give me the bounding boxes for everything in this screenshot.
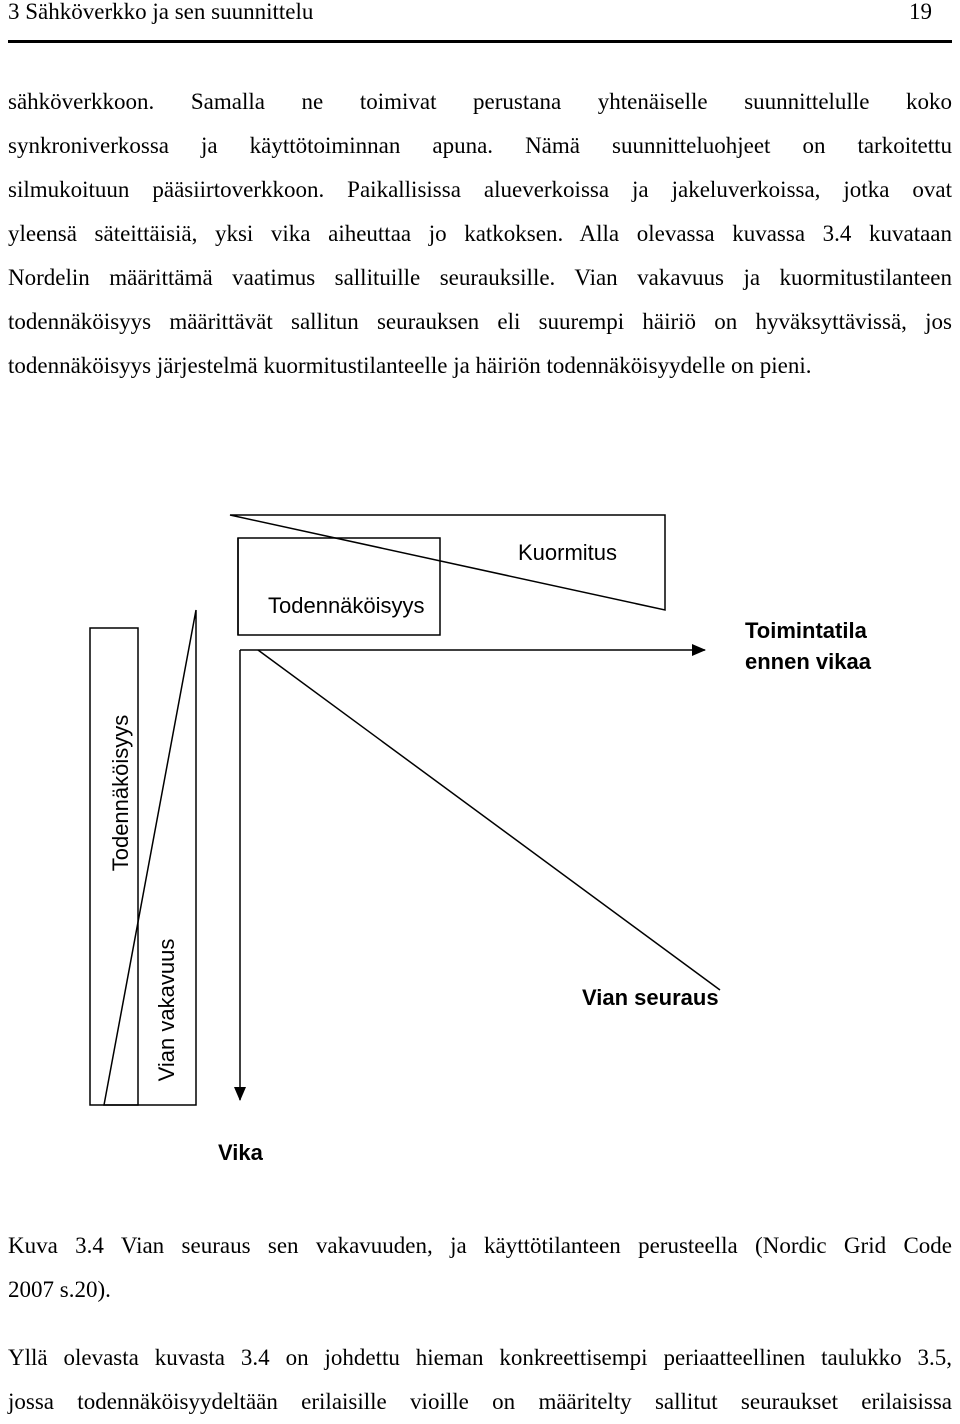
page-number: 19 (909, 0, 932, 24)
label-ennen-vikaa: ennen vikaa (745, 649, 871, 674)
body-paragraph-2 (8, 1336, 952, 1424)
label-todennakoisyys-top: Todennäköisyys (268, 593, 425, 618)
paragraph-line: yleensä säteittäisiä, yksi vika aiheuttaa jo katkoksen. Alla olevassa kuvassa 3.4 kuvataan (8, 221, 952, 246)
label-todennakoisyys-left: Todennäköisyys (108, 714, 133, 872)
label-toimintatila: Toimintatila (745, 618, 867, 643)
caption-line: Kuva 3.4 Vian seuraus sen vakavuuden, ja käyttötilanteen perusteella (Nordic Grid Code (8, 1233, 952, 1258)
figure-diagram (0, 500, 960, 1180)
paragraph-line: jossa todennäköisyydeltään erilaisille vioille on määritelty sallitut seuraukset erilaisissa (8, 1389, 952, 1414)
paragraph-line: Nordelin määrittämä vaatimus sallituille seurauksille. Vian vakavuus ja kuormitustilanteen (8, 265, 952, 290)
paragraph-line: todennäköisyys järjestelmä kuormitustilanteelle ja häiriön todennäköisyydelle on pieni. (8, 353, 812, 378)
page-header (8, 0, 952, 43)
label-kuormitus: Kuormitus (518, 540, 618, 565)
paragraph-line: sähköverkkoon. Samalla ne toimivat perustana yhtenäiselle suunnittelulle koko (8, 89, 952, 114)
paragraph-line: Yllä olevasta kuvasta 3.4 on johdettu hieman konkreettisempi periaatteellinen taulukko 3.5, (8, 1345, 952, 1370)
paragraph-line: todennäköisyys määrittävät sallitun seurauksen eli suurempi häiriö on hyväksyttävissä, jos (8, 309, 952, 334)
caption-line: 2007 s.20). (8, 1277, 111, 1302)
body-paragraph-1 (8, 80, 952, 388)
consequence-diagonal (258, 650, 720, 990)
label-vian-vakavuus: Vian vakavuus (154, 938, 179, 1082)
paragraph-line: silmukoituun pääsiirtoverkkoon. Paikallisissa alueverkoissa ja jakeluverkoissa, jotka ovat (8, 177, 952, 202)
paragraph-line: synkroniverkossa ja käyttötoiminnan apuna. Nämä suunnitteluohjeet on tarkoitettu (8, 133, 952, 158)
figure-caption (8, 1224, 952, 1312)
label-vian-seuraus: Vian seuraus (582, 985, 719, 1010)
chapter-title: 3 Sähköverkko ja sen suunnittelu (8, 0, 314, 24)
label-vika: Vika (218, 1140, 263, 1165)
